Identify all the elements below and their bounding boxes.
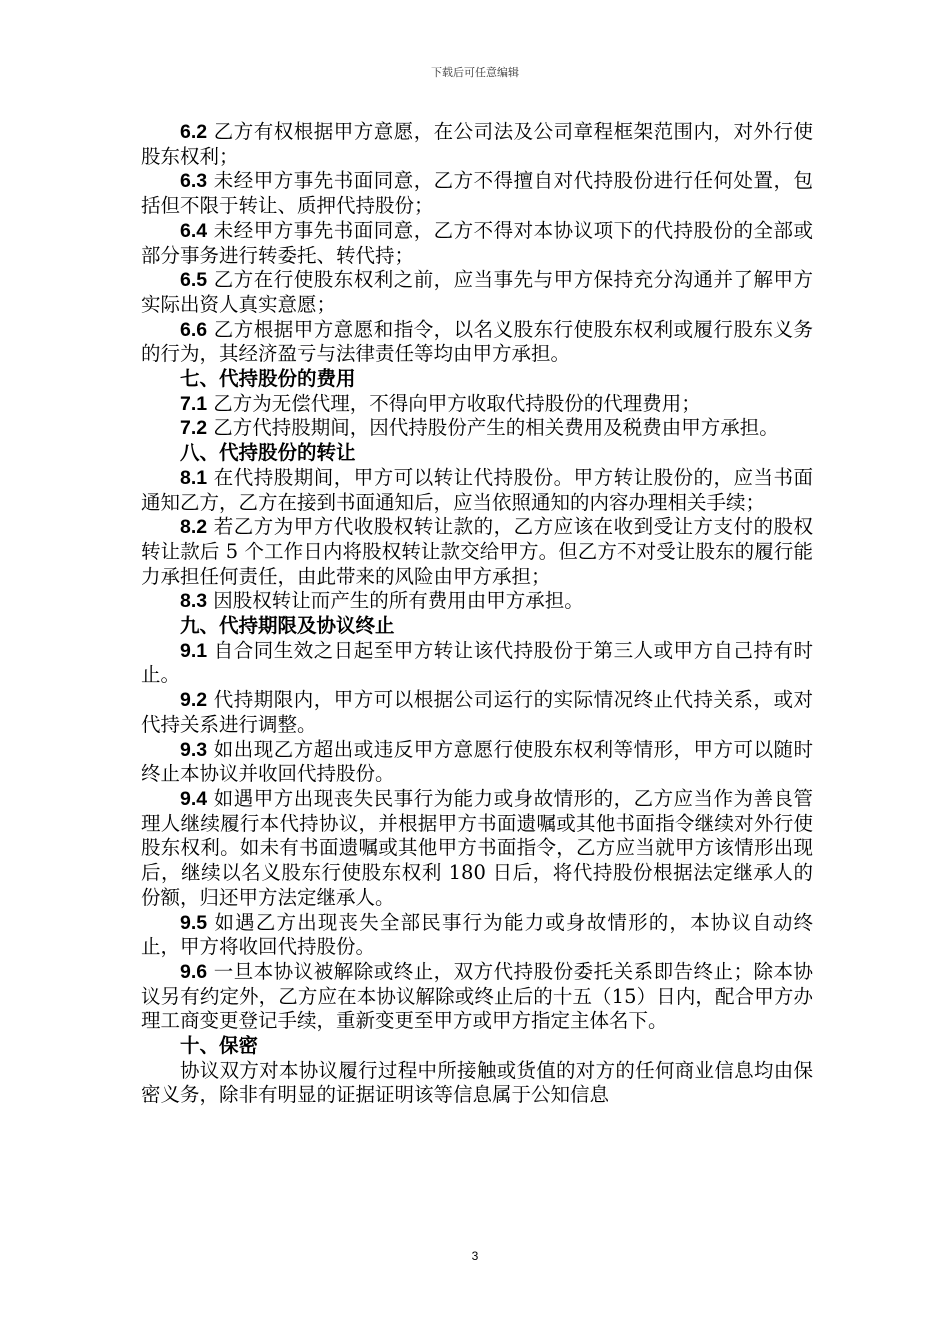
clause-paragraph	[141, 392, 813, 417]
clause-number: 8.2	[180, 516, 208, 539]
clause-text: 如遇乙方出现丧失全部民事行为能力或身故情形的，本协议自动终止，甲方将收回代持股份。	[141, 910, 813, 959]
clause-number: 9.6	[180, 960, 208, 983]
clause-text: 如遇甲方出现丧失民事行为能力或身故情形的，乙方应当作为善良管理人继续履行本代持协议，并根据甲方书面遗嘱或其他书面指令继续对外行使股东权利。如未有书面遗嘱或其他甲方书面指令，乙方应当就甲方该情形出现后，继续以名义股东行使股东权利 180 日后，将代持股份根据法定继承人的份额，归还甲方法定继承人。	[141, 786, 813, 909]
clause-text: 如出现乙方超出或违反甲方意愿行使股东权利等情形，甲方可以随时终止本协议并收回代持股份。	[141, 737, 813, 786]
clause-paragraph	[141, 911, 813, 960]
section-heading: 九、代持期限及协议终止	[180, 614, 395, 638]
clause-paragraph	[141, 738, 813, 787]
clause-number: 9.4	[180, 787, 208, 810]
clause-paragraph	[141, 515, 813, 589]
document-body	[141, 120, 813, 1108]
clause-text: 因股权转让而产生的所有费用由甲方承担。	[207, 589, 584, 613]
clause-number: 7.2	[180, 417, 208, 440]
clause-paragraph	[141, 688, 813, 737]
clause-paragraph	[141, 416, 813, 441]
page-number: 3	[471, 1249, 479, 1263]
clause-text: 乙方根据甲方意愿和指令，以名义股东行使股东权利或履行股东义务的行为，其经济盈亏与法律责任等均由甲方承担。	[141, 317, 813, 366]
clause-text: 乙方在行使股东权利之前，应当事先与甲方保持充分沟通并了解甲方实际出资人真实意愿；	[141, 268, 813, 316]
clause-text: 自合同生效之日起至甲方转让该代持股份于第三人或甲方自己持有时止。	[141, 638, 813, 687]
clause-text: 一旦本协议被解除或终止，双方代持股份委托关系即告终止；除本协议另有约定外，乙方应在本协议解除或终止后的十五（15）日内，配合甲方办理工商变更登记手续，重新变更至甲方或甲方指定主体名下。	[141, 959, 813, 1033]
clause-paragraph	[141, 268, 813, 317]
clause-paragraph	[141, 639, 813, 688]
body-paragraph	[141, 1059, 813, 1108]
clause-number: 8.1	[180, 466, 208, 489]
clause-paragraph	[141, 318, 813, 367]
clause-number: 6.2	[180, 121, 208, 143]
clause-text: 若乙方为甲方代收股权转让款的，乙方应该在收到受让方支付的股权转让款后 5 个工作日内将股权转让款交给甲方。但乙方不对受让股东的履行能力承担任何责任，由此带来的风险由甲方承担；	[141, 515, 813, 588]
clause-number: 6.3	[180, 170, 208, 193]
clause-paragraph	[141, 787, 813, 911]
clause-number: 9.3	[180, 738, 208, 761]
clause-paragraph	[141, 120, 813, 169]
clause-number: 8.3	[180, 590, 208, 613]
clause-text: 代持期限内，甲方可以根据公司运行的实际情况终止代持关系，或对代持关系进行调整。	[141, 688, 813, 736]
section-heading: 十、保密	[180, 1034, 259, 1058]
clause-number: 7.1	[180, 392, 208, 415]
section-heading: 八、代持股份的转让	[180, 441, 356, 465]
clause-text: 乙方有权根据甲方意愿，在公司法及公司章程框架范围内，对外行使股东权利；	[141, 120, 813, 168]
clause-text: 未经甲方事先书面同意，乙方不得擅自对代持股份进行任何处置，包括但不限于转让、质押代持股份；	[141, 169, 813, 218]
page-header: 下载后可任意编辑	[431, 66, 519, 79]
clause-number: 6.4	[180, 219, 208, 242]
clause-text: 乙方为无偿代理，不得向甲方收取代持股份的代理费用；	[207, 391, 701, 415]
clause-text: 在代持股期间，甲方可以转让代持股份。甲方转让股份的，应当书面通知乙方，乙方在接到书面通知后，应当依照通知的内容办理相关手续；	[141, 465, 813, 514]
clause-paragraph	[141, 589, 813, 614]
clause-paragraph	[141, 219, 813, 268]
clause-paragraph	[141, 169, 813, 218]
clause-text: 协议双方对本协议履行过程中所接触或货值的对方的任何商业信息均由保密义务，除非有明显的证据证明该等信息属于公知信息	[141, 1058, 813, 1107]
clause-paragraph	[141, 466, 813, 515]
clause-number: 6.6	[180, 318, 208, 341]
section-heading: 七、代持股份的费用	[180, 367, 356, 391]
clause-text: 未经甲方事先书面同意，乙方不得对本协议项下的代持股份的全部或部分事务进行转委托、转代持；	[141, 218, 813, 267]
clause-text: 乙方代持股期间，因代持股份产生的相关费用及税费由甲方承担。	[207, 416, 779, 440]
clause-number: 6.5	[180, 269, 208, 292]
clause-number: 9.2	[180, 689, 208, 712]
clause-number: 9.1	[180, 639, 208, 662]
clause-number: 9.5	[180, 911, 208, 934]
clause-paragraph	[141, 960, 813, 1034]
